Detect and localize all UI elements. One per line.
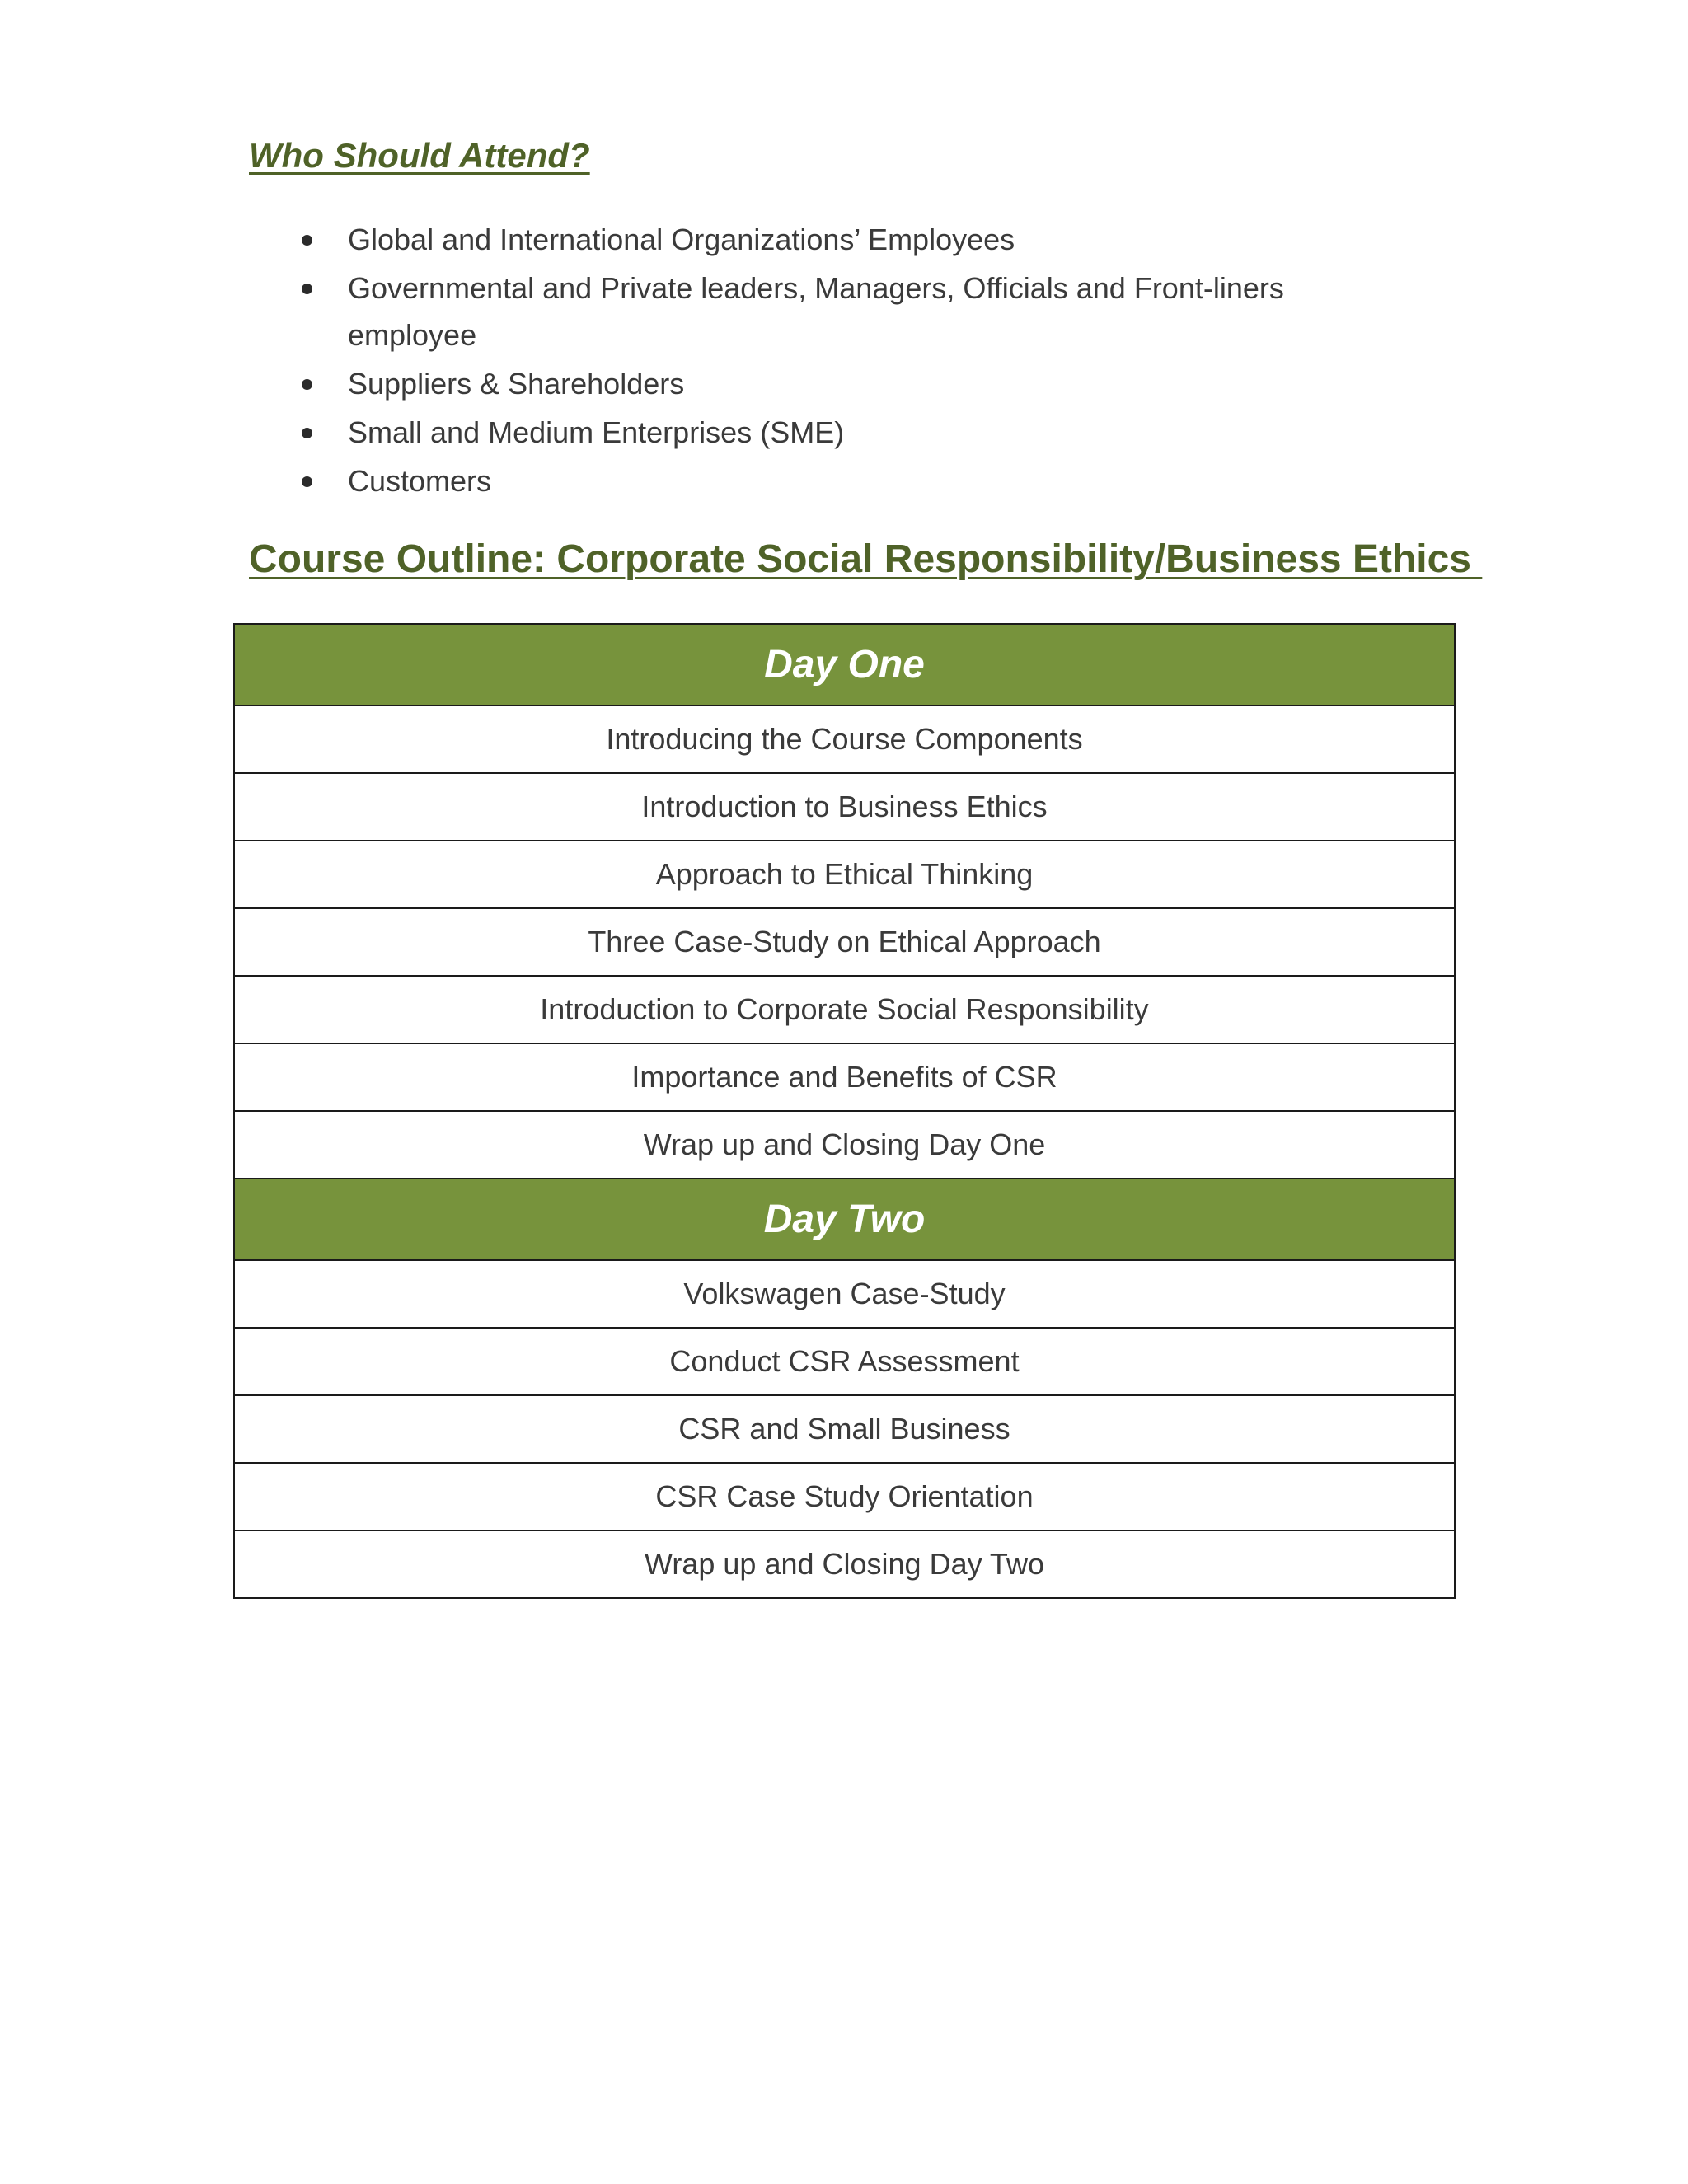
list-item-text: Global and International Organizations’ Employees xyxy=(348,223,1015,256)
day-header-row xyxy=(234,1179,1455,1260)
day-one-header: Day One xyxy=(234,624,1455,705)
topic-cell: Volkswagen Case-Study xyxy=(234,1260,1455,1328)
table-row xyxy=(234,705,1455,773)
list-item xyxy=(298,360,1370,407)
topic-cell: CSR and Small Business xyxy=(234,1395,1455,1463)
topic-cell: Introduction to Business Ethics xyxy=(234,773,1455,841)
topic-cell: Importance and Benefits of CSR xyxy=(234,1043,1455,1111)
list-item xyxy=(298,265,1370,359)
topic-cell: CSR Case Study Orientation xyxy=(234,1463,1455,1530)
table-row xyxy=(234,908,1455,976)
list-item-text: Small and Medium Enterprises (SME) xyxy=(348,415,845,449)
table-row xyxy=(234,1530,1455,1598)
bullet-icon xyxy=(302,235,312,246)
bullet-icon xyxy=(302,428,312,438)
course-outline-table xyxy=(233,623,1456,1599)
list-item xyxy=(298,409,1370,456)
topic-cell: Conduct CSR Assessment xyxy=(234,1328,1455,1395)
table-row xyxy=(234,1111,1455,1179)
topic-cell: Introducing the Course Components xyxy=(234,705,1455,773)
table-row xyxy=(234,1043,1455,1111)
table-row xyxy=(234,841,1455,908)
topic-cell: Wrap up and Closing Day One xyxy=(234,1111,1455,1179)
table-row xyxy=(234,1328,1455,1395)
list-item-text: Suppliers & Shareholders xyxy=(348,367,685,401)
table-row xyxy=(234,1463,1455,1530)
list-item xyxy=(298,457,1370,504)
topic-cell: Wrap up and Closing Day Two xyxy=(234,1530,1455,1598)
topic-cell: Introduction to Corporate Social Responsibility xyxy=(234,976,1455,1043)
bullet-icon xyxy=(302,379,312,390)
bullet-icon xyxy=(302,476,312,487)
topic-cell: Three Case-Study on Ethical Approach xyxy=(234,908,1455,976)
attendee-list xyxy=(298,216,1370,506)
table-row xyxy=(234,1260,1455,1328)
table-row xyxy=(234,976,1455,1043)
list-item xyxy=(298,216,1370,263)
bullet-icon xyxy=(302,284,312,294)
day-header-row xyxy=(234,624,1455,705)
topic-cell: Approach to Ethical Thinking xyxy=(234,841,1455,908)
table-row xyxy=(234,1395,1455,1463)
day-two-header: Day Two xyxy=(234,1179,1455,1260)
course-outline-title: Course Outline: Corporate Social Responsibility/Business Ethics xyxy=(249,537,1483,581)
table-row xyxy=(234,773,1455,841)
list-item-text: Governmental and Private leaders, Managers, Officials and Front-liners employee xyxy=(348,271,1284,352)
list-item-text: Customers xyxy=(348,464,492,498)
who-should-attend-heading: Who Should Attend? xyxy=(249,136,590,175)
